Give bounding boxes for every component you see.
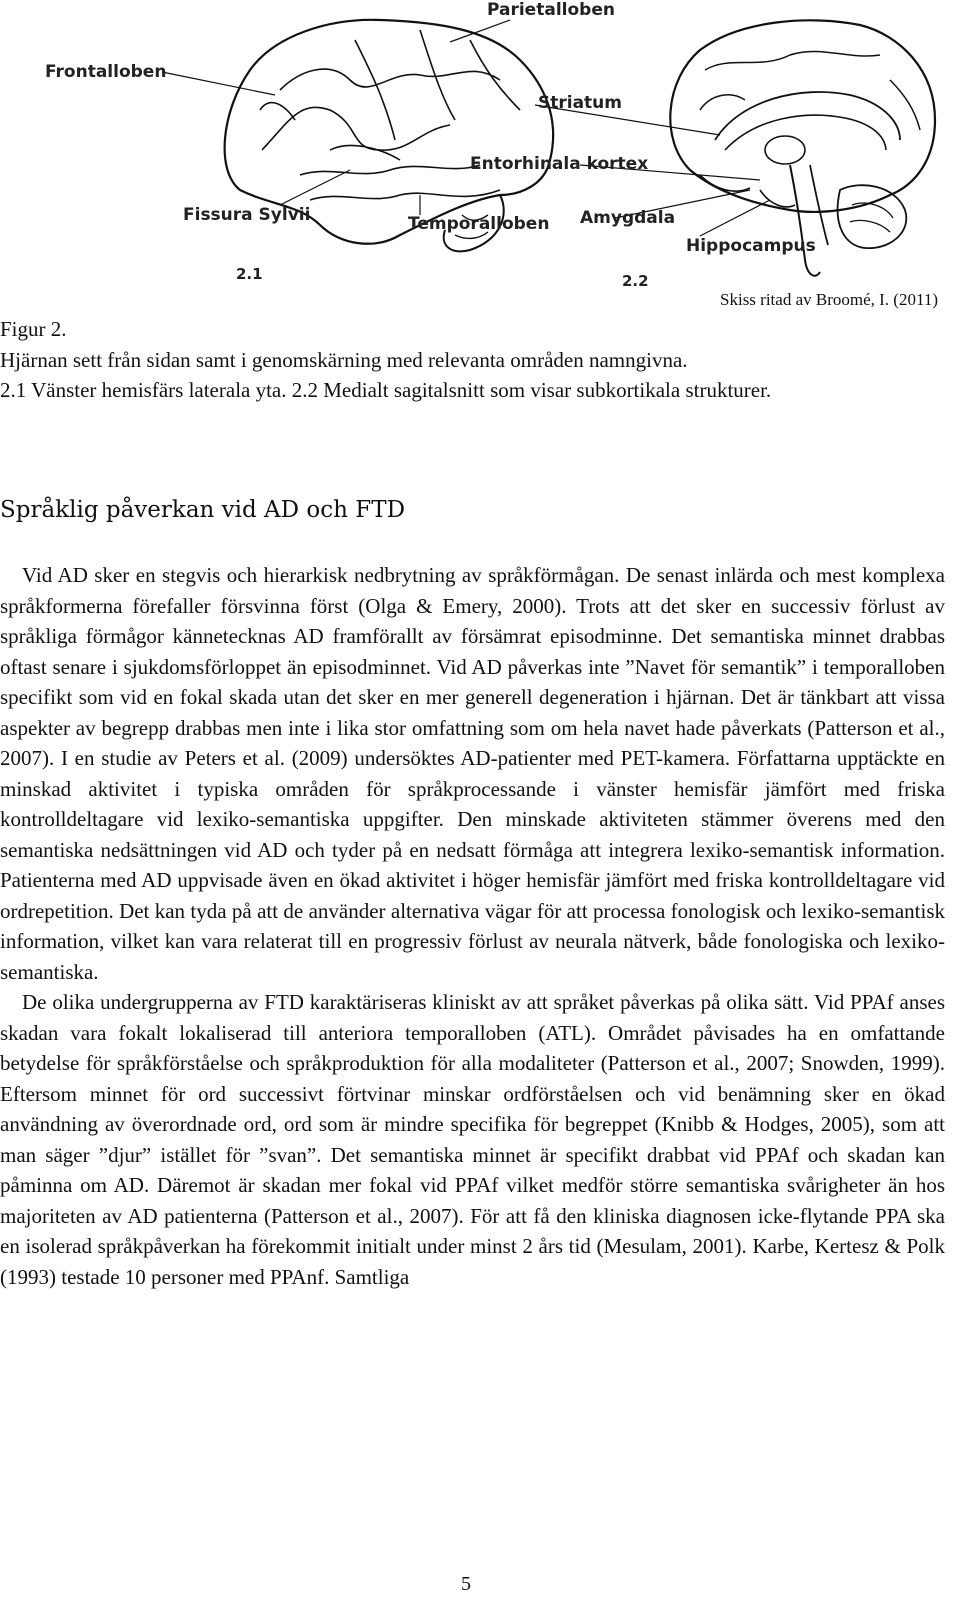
brain-figure	[0, 0, 960, 310]
label-frontalloben: Frontalloben	[45, 62, 167, 82]
section-heading: Språklig påverkan vid AD och FTD	[0, 497, 406, 523]
panel-number-2-2: 2.2	[622, 272, 649, 290]
brain-illustration	[0, 0, 960, 300]
label-hippocampus: Hippocampus	[686, 236, 816, 256]
label-entorhinala-kortex: Entorhinala kortex	[470, 154, 649, 174]
paragraph-ad: Vid AD sker en stegvis och hierarkisk nedbrytning av språkförmågan. De senast inlärda och mest komplexa språkformerna förefaller försvinna först (Olga & Emery, 2000). Trots att det sker en successiv förlust av språkliga förmågor kännetecknas AD framförallt av försämrat episodminne. Det semantiska minnet drabbas oftast senare i sjukdomsförloppet än episodminnet. Vid AD påverkas inte ”Navet för semantik” i temporalloben specifikt som vid en fokal skada utan det sker en mer generell degeneration i hjärnan. Det är tänkbart att vissa aspekter av begrepp drabbas men inte i lika stor omfattning som om hela navet hade påverkats (Patterson et al., 2007). I en studie av Peters et al. (2009) undersöktes AD-patienter med PET-kamera. Författarna upptäckte en minskad aktivitet i typiska områden för språkprocessande i vänster hemisfär jämfört med friska kontrolldeltagare vid lexiko-semantiska uppgifter. Den minskade aktiviteten stämmer överens med den semantiska nedsättningen vid AD och tyder på en nedsatt förmåga att integrera lexiko-semantisk information. Patienterna med AD uppvisade även en ökad aktivitet i höger hemisfär jämfört med friska kontrolldeltagare vid ordrepetition. Det kan tyda på att de använder alternativa vägar för att processa fonologisk och lexiko-semantisk information, vilket kan vara relaterat till en progressiv förlust av neurala nätverk, både fonologiska och lexiko-semantiska.	[0, 563, 945, 984]
panel-number-2-1: 2.1	[236, 265, 263, 283]
caption-title: Figur 2.	[0, 317, 67, 341]
label-temporalloben: Temporalloben	[408, 214, 550, 234]
page-number: 5	[461, 1573, 471, 1595]
figure-caption	[0, 314, 945, 406]
label-fissura-sylvii: Fissura Sylvii	[183, 205, 311, 225]
caption-description: Hjärnan sett från sidan samt i genomskärning med relevanta områden namngivna.	[0, 347, 688, 372]
body-text	[0, 560, 945, 1292]
caption-panels: 2.1 Vänster hemisfärs laterala yta. 2.2 Medialt sagitalsnitt som visar subkortikala strukturer.	[0, 378, 772, 402]
figure-credit: Skiss ritad av Broomé, I. (2011)	[720, 290, 938, 309]
label-amygdala: Amygdala	[580, 208, 676, 228]
label-striatum: Striatum	[538, 93, 622, 113]
paragraph-ftd: De olika undergrupperna av FTD karaktäriseras kliniskt av att språket påverkas på olika sätt. Vid PPAf anses skadan vara fokalt lokaliserad till anteriora temporalloben (ATL). Området påvisades ha en omfattande betydelse för språkförståelse och språkproduktion för alla modaliteter (Patterson et al., 2007; Snowden, 1999). Eftersom minnet för ord successivt förtvinar minskar ordförståelsen och vid benämning sker en ökad användning av överordnade ord, ord som är mindre specifika för begreppet (Knibb & Hodges, 2005), som att man säger ”djur” istället för ”svan”. Det semantiska minnet är specifikt drabbat vid PPAf och skadan kan påminna om AD. Däremot är skadan mer fokal vid PPAf vilket medför större semantiska svårigheter än hos majoriteten av AD patienterna (Patterson et al., 2007). För att få den kliniska diagnosen icke-flytande PPA ska en isolerad språkpåverkan ha förekommit initialt under minst 2 års tid (Mesulam, 2001). Karbe, Kertesz & Polk (1993) testade 10 personer med PPAnf. Samtliga	[0, 990, 945, 1289]
label-parietalloben: Parietalloben	[487, 0, 615, 20]
